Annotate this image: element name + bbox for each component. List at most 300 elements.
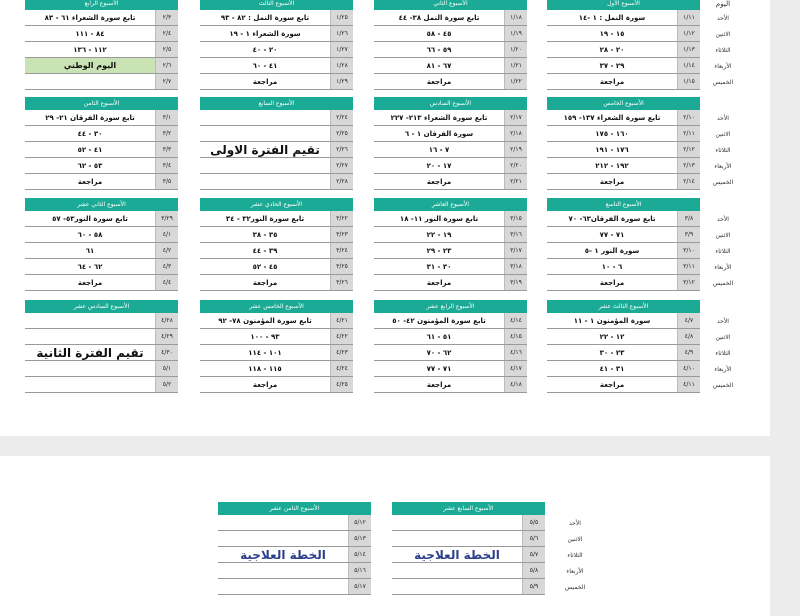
table-row — [547, 58, 700, 74]
date-cell: ٢/١٠ — [677, 110, 700, 125]
week-block — [25, 198, 178, 291]
day-label: الثلاثاء — [715, 146, 731, 154]
content-cell: ٤٥ - ٥٨ — [426, 29, 452, 38]
day-label: الاثنين — [567, 535, 583, 543]
week-header: الأسبوع الخامس — [547, 97, 700, 110]
day-label: الخميس — [712, 279, 734, 287]
schedule-page-2 — [0, 456, 770, 616]
table-row — [25, 158, 178, 174]
table-row — [374, 313, 527, 329]
date-cell: ٤/٢١ — [330, 313, 353, 328]
table-row — [374, 174, 527, 190]
day-label: الثلاثاء — [715, 247, 731, 255]
date-cell: ٤/١٦ — [504, 345, 527, 360]
table-row — [200, 361, 353, 377]
content-cell: مراجعة — [599, 278, 625, 287]
date-cell: ٣/٢٥ — [330, 259, 353, 274]
day-label: الاثنين — [715, 231, 731, 239]
table-row — [200, 377, 353, 393]
date-cell: ١/٢٥ — [330, 10, 353, 25]
date-cell: ٣/١٧ — [504, 243, 527, 258]
content-cell: ٥٨ - ٦٠ — [77, 230, 103, 239]
week-block — [25, 0, 178, 90]
table-row — [25, 126, 178, 142]
table-row — [374, 275, 527, 291]
date-cell: ٣/٢٦ — [330, 275, 353, 290]
date-cell: ٤/٢٩ — [155, 329, 178, 344]
date-cell: ١/٢٧ — [330, 42, 353, 57]
table-row — [200, 74, 353, 90]
content-cell: ٩٣ - ١٠٠ — [250, 332, 280, 341]
table-row — [547, 329, 700, 345]
week-block — [200, 300, 353, 393]
date-cell: ١/١٩ — [504, 26, 527, 41]
date-cell: ٣/٣ — [155, 142, 178, 157]
content-cell: ٣٠ - ٤٤ — [77, 129, 103, 138]
week-body — [25, 10, 178, 90]
date-cell: ٣/٩ — [677, 227, 700, 242]
content-cell: ٢٣ - ٢٩ — [426, 246, 452, 255]
content-cell: مراجعة — [426, 177, 452, 186]
week-block — [200, 0, 353, 90]
date-cell: ٢/٥ — [155, 42, 178, 57]
date-cell: ٣/١٩ — [504, 275, 527, 290]
day-label: الأربعاء — [566, 567, 584, 575]
table-row — [200, 211, 353, 227]
table-row — [25, 227, 178, 243]
date-cell: ٣/٨ — [677, 211, 700, 226]
day-label: الأحد — [717, 215, 729, 223]
content-cell: سورة النور ١ -٥ — [584, 246, 640, 255]
content-cell: ١٢ - ٢٢ — [599, 332, 625, 341]
content-cell: تابع سورة الشعراء ٦١ - ٨٣ — [44, 13, 136, 22]
week-header: الأسبوع الثاني — [374, 0, 527, 10]
table-row — [25, 211, 178, 227]
table-row — [547, 26, 700, 42]
content-cell: مراجعة — [599, 177, 625, 186]
table-row — [374, 345, 527, 361]
day-column — [555, 502, 595, 595]
content-cell: ٢٠ - ٤٠ — [252, 45, 278, 54]
table-row — [374, 58, 527, 74]
week-header: الأسبوع الثالث — [200, 0, 353, 10]
date-cell: ٥/٧ — [522, 547, 545, 562]
date-cell: ٢/٦ — [155, 58, 178, 73]
table-row — [547, 259, 700, 275]
table-row — [547, 74, 700, 90]
content-cell: ٤٥ - ٥٢ — [252, 262, 278, 271]
date-cell: ٥/١٢ — [348, 515, 371, 530]
day-header: اليوم — [715, 0, 731, 8]
content-cell: تابع سورة المؤمنون ٤٢- ٥٠ — [392, 316, 486, 325]
week-block — [200, 97, 353, 190]
content-cell: ٢٣ - ٣٠ — [599, 348, 625, 357]
content-cell: مراجعة — [252, 77, 278, 86]
content-cell: ١١٥ - ١١٨ — [248, 364, 282, 373]
table-row — [25, 74, 178, 90]
table-row — [25, 26, 178, 42]
week-header: الأسبوع الرابع عشر — [374, 300, 527, 313]
week-body — [374, 10, 527, 90]
content-cell: ١٩ - ٢٢ — [426, 230, 452, 239]
date-cell: ٢/١٣ — [677, 158, 700, 173]
week-block — [200, 198, 353, 291]
table-row — [25, 58, 178, 74]
week-body — [200, 10, 353, 90]
week-block — [374, 300, 527, 393]
table-row — [374, 211, 527, 227]
week-block — [25, 300, 178, 393]
table-row — [25, 243, 178, 259]
content-cell: ١٧٦ - ١٩١ — [595, 145, 629, 154]
date-cell: ٢/١٧ — [504, 110, 527, 125]
table-row — [547, 243, 700, 259]
date-cell: ٤/١٥ — [504, 329, 527, 344]
date-cell: ٥/٩ — [522, 579, 545, 594]
table-row — [374, 227, 527, 243]
date-cell: ٣/١٥ — [504, 211, 527, 226]
table-row — [25, 10, 178, 26]
date-cell: ١/١٢ — [677, 26, 700, 41]
content-cell: مراجعة — [77, 177, 103, 186]
content-cell: تابع سورة النور٣٢ - ٣٤ — [225, 214, 305, 223]
date-cell: ٥/١٣ — [348, 531, 371, 546]
date-cell: ٣/٢٢ — [330, 211, 353, 226]
content-cell: ٥٣ - ٦٢ — [77, 161, 103, 170]
content-cell: تابع سورة النمل : ٨٢ - ٩٣ — [220, 13, 310, 22]
content-cell: تابع سورة المؤمنون ٧٨- ٩٢ — [218, 316, 312, 325]
table-row — [547, 345, 700, 361]
content-cell: ٢٠ - ٢٨ — [599, 45, 625, 54]
content-cell: ٣١ - ٤١ — [599, 364, 625, 373]
date-cell: ٢/٣ — [155, 10, 178, 25]
day-column — [703, 0, 743, 90]
table-row — [374, 158, 527, 174]
date-cell: ٥/٨ — [522, 563, 545, 578]
date-cell: ٥/٢ — [155, 377, 178, 392]
table-row — [547, 313, 700, 329]
day-label: الأحد — [717, 317, 729, 325]
week-block — [374, 0, 527, 90]
day-label: الأربعاء — [714, 365, 732, 373]
content-cell: ٦٧ - ٨١ — [426, 61, 452, 70]
date-cell: ٣/٢٤ — [330, 243, 353, 258]
merged-cell: تقيم الفترة الاولى — [200, 110, 330, 190]
day-label: الاثنين — [715, 333, 731, 341]
week-block — [392, 502, 545, 595]
week-block — [547, 97, 700, 190]
table-row — [200, 227, 353, 243]
week-block — [218, 502, 371, 595]
table-row — [200, 58, 353, 74]
content-cell: تابع سورة الشعراء ٢١٣- ٢٢٧ — [390, 113, 488, 122]
content-cell: ٦٢ - ٧٠ — [426, 348, 452, 357]
date-cell: ٤/٢٥ — [330, 377, 353, 392]
week-header: الأسبوع الثالث عشر — [547, 300, 700, 313]
content-cell: مراجعة — [252, 380, 278, 389]
day-label: الأحد — [569, 519, 581, 527]
content-cell: ٣٠ - ٣١ — [426, 262, 452, 271]
day-column — [703, 198, 743, 291]
day-label: الثلاثاء — [715, 46, 731, 54]
table-row — [547, 126, 700, 142]
day-label: الثلاثاء — [715, 349, 731, 357]
table-row — [200, 345, 353, 361]
content-cell: تابع سورة النمل ٣٨- ٤٤ — [398, 13, 480, 22]
table-row — [25, 259, 178, 275]
week-body — [547, 10, 700, 90]
table-row — [200, 26, 353, 42]
table-row — [25, 142, 178, 158]
content-cell: ٦ - ١٠ — [601, 262, 623, 271]
date-cell: ٥/١٧ — [348, 579, 371, 594]
content-cell: مراجعة — [426, 77, 452, 86]
date-cell: ١/٢٢ — [504, 74, 527, 89]
week-block — [547, 300, 700, 393]
week-header: الأسبوع السادس عشر — [25, 300, 178, 313]
content-cell: مراجعة — [426, 278, 452, 287]
week-header: الأسبوع الثامن — [25, 97, 178, 110]
content-cell — [25, 74, 155, 89]
table-row — [25, 174, 178, 190]
content-cell: مراجعة — [77, 278, 103, 287]
date-cell: ٤/٤ — [155, 275, 178, 290]
date-cell: ١/١٨ — [504, 10, 527, 25]
date-cell: ٢/٢٠ — [504, 158, 527, 173]
date-cell: ٢/١٤ — [677, 174, 700, 189]
content-cell: مراجعة — [252, 278, 278, 287]
table-row — [547, 42, 700, 58]
content-cell: ١٦٠ - ١٧٥ — [595, 129, 629, 138]
day-label: الخميس — [564, 583, 586, 591]
week-body — [392, 515, 545, 595]
date-cell: ٤/٢٤ — [330, 361, 353, 376]
date-cell: ٢/٧ — [155, 74, 178, 89]
date-cell: ٣/٤ — [155, 158, 178, 173]
date-cell: ٣/١٨ — [504, 259, 527, 274]
date-cell: ٤/٣٠ — [155, 345, 178, 360]
date-cell: ١/١٤ — [677, 58, 700, 73]
content-cell: ٥١ - ٦١ — [426, 332, 452, 341]
date-cell: ١/١١ — [677, 10, 700, 25]
date-cell: ٤/٣ — [155, 259, 178, 274]
table-row — [200, 313, 353, 329]
table-row — [200, 42, 353, 58]
content-cell: ٦٢ - ٦٤ — [77, 262, 103, 271]
date-cell: ٥/٦ — [522, 531, 545, 546]
day-label: الأربعاء — [714, 263, 732, 271]
date-cell: ٣/٢٩ — [155, 211, 178, 226]
date-cell: ٤/١٧ — [504, 361, 527, 376]
week-header: الأسبوع الحادي عشر — [200, 198, 353, 211]
week-body — [374, 313, 527, 393]
date-cell: ٤/٢ — [155, 243, 178, 258]
content-cell: ٣٥ - ٣٨ — [252, 230, 278, 239]
table-row — [200, 243, 353, 259]
date-cell: ٤/٢٣ — [330, 345, 353, 360]
week-body — [374, 110, 527, 190]
date-cell: ٢/٢٥ — [330, 126, 353, 141]
content-cell: ١٠١ - ١١٤ — [248, 348, 282, 357]
date-cell: ٤/٩ — [677, 345, 700, 360]
date-cell: ٢/١٩ — [504, 142, 527, 157]
content-cell: ٤١ - ٦٠ — [252, 61, 278, 70]
date-cell: ٣/٢ — [155, 126, 178, 141]
date-cell: ٣/١٢ — [677, 275, 700, 290]
date-cell: ٤/٨ — [677, 329, 700, 344]
content-cell: ٣٩ - ٤٤ — [252, 246, 278, 255]
date-cell: ٢/١٨ — [504, 126, 527, 141]
content-cell: ٧١ - ٧٧ — [426, 364, 452, 373]
content-cell: مراجعة — [426, 380, 452, 389]
table-row — [547, 142, 700, 158]
table-row — [374, 42, 527, 58]
content-cell: ٢٩ - ٣٧ — [599, 61, 625, 70]
content-cell: ٧١ - ٧٧ — [599, 230, 625, 239]
date-cell: ١/١٥ — [677, 74, 700, 89]
date-cell: ١/١٣ — [677, 42, 700, 57]
week-body — [547, 313, 700, 393]
day-label: الخميس — [712, 381, 734, 389]
date-cell: ٤/١٤ — [504, 313, 527, 328]
date-cell: ١/٢٦ — [330, 26, 353, 41]
merged-cell: الخطة العلاجية — [218, 515, 348, 595]
date-cell: ٥/٥ — [522, 515, 545, 530]
content-cell: تابع سورة الفرقان ٢١- ٢٩ — [45, 113, 135, 122]
content-cell: سورة الفرقان ١ - ٦ — [404, 129, 474, 138]
table-row — [374, 361, 527, 377]
date-cell: ٥/١ — [155, 361, 178, 376]
week-body — [25, 110, 178, 190]
date-cell: ٢/٢٧ — [330, 158, 353, 173]
table-row — [547, 211, 700, 227]
week-block — [547, 198, 700, 291]
date-cell: ١/٢١ — [504, 58, 527, 73]
table-row — [374, 259, 527, 275]
table-row — [547, 227, 700, 243]
content-cell: ٥٩ - ٦٦ — [426, 45, 452, 54]
date-cell: ٤/١١ — [677, 377, 700, 392]
table-row — [547, 174, 700, 190]
day-label: الأربعاء — [714, 62, 732, 70]
week-header: الأسبوع التاسع — [547, 198, 700, 211]
date-cell: ٤/١ — [155, 227, 178, 242]
week-body — [547, 211, 700, 291]
content-cell: ٤١ - ٥٢ — [77, 145, 103, 154]
table-row — [374, 26, 527, 42]
content-cell: ٨٤ - ١١١ — [75, 29, 105, 38]
merged-cell: الخطة العلاجية — [392, 515, 522, 595]
week-header: الأسبوع الثامن عشر — [218, 502, 371, 515]
day-label: الاثنين — [715, 30, 731, 38]
content-cell: سورة النمل : ١ -١٤ — [578, 13, 646, 22]
table-row — [200, 10, 353, 26]
table-row — [547, 158, 700, 174]
date-cell: ٤/١٨ — [504, 377, 527, 392]
table-row — [374, 329, 527, 345]
date-cell: ٣/١٠ — [677, 243, 700, 258]
week-body — [218, 515, 371, 595]
week-body — [25, 313, 178, 393]
day-header — [703, 198, 743, 211]
date-cell: ٣/١ — [155, 110, 178, 125]
content-cell: سورة الشعراء ١ - ١٩ — [229, 29, 301, 38]
week-header: الأسبوع الرابع — [25, 0, 178, 10]
week-body — [25, 211, 178, 291]
content-cell: تابع سورة النور ١١- ١٨ — [399, 214, 479, 223]
table-row — [374, 142, 527, 158]
date-cell: ٢/٢٨ — [330, 174, 353, 189]
day-label: الثلاثاء — [567, 551, 583, 559]
content-cell: ١١٢ - ١٣٦ — [73, 45, 107, 54]
day-header — [555, 502, 595, 515]
date-cell: ١/٢٩ — [330, 74, 353, 89]
content-cell: سورة المؤمنون ١ - ١١ — [573, 316, 651, 325]
week-block — [374, 198, 527, 291]
table-row — [200, 275, 353, 291]
date-cell: ٣/١٦ — [504, 227, 527, 242]
date-cell: ٣/٥ — [155, 174, 178, 189]
table-row — [200, 329, 353, 345]
day-label: الخميس — [712, 78, 734, 86]
table-row — [547, 377, 700, 393]
date-cell: ٢/٢٦ — [330, 142, 353, 157]
day-column — [703, 97, 743, 190]
merged-cell: تقيم الفترة الثانية — [25, 313, 155, 393]
table-row — [25, 42, 178, 58]
date-cell: ٤/٢٢ — [330, 329, 353, 344]
week-body — [200, 110, 353, 190]
day-label: الأربعاء — [714, 162, 732, 170]
table-row — [374, 243, 527, 259]
day-label: الأحد — [717, 114, 729, 122]
content-cell: مراجعة — [599, 380, 625, 389]
table-row — [200, 259, 353, 275]
table-row — [547, 361, 700, 377]
day-label: الخميس — [712, 178, 734, 186]
week-header: الأسبوع العاشر — [374, 198, 527, 211]
day-column — [703, 300, 743, 393]
table-row — [374, 10, 527, 26]
week-header: الأسبوع الثاني عشر — [25, 198, 178, 211]
week-header: الأسبوع الخامس عشر — [200, 300, 353, 313]
date-cell: ٢/٢٤ — [330, 110, 353, 125]
day-label: الأحد — [717, 14, 729, 22]
content-cell: ١٥ - ١٩ — [599, 29, 625, 38]
week-header: الأسبوع السابع — [200, 97, 353, 110]
week-body — [200, 313, 353, 393]
date-cell: ٥/١٤ — [348, 547, 371, 562]
date-cell: ٢/١١ — [677, 126, 700, 141]
date-cell: ١/٢٠ — [504, 42, 527, 57]
table-row — [374, 74, 527, 90]
day-header — [703, 97, 743, 110]
table-row — [547, 10, 700, 26]
table-row — [547, 275, 700, 291]
table-row — [25, 275, 178, 291]
content-cell: تابع سورة النور٥٣- ٥٧ — [52, 214, 128, 223]
date-cell: ٥/١٦ — [348, 563, 371, 578]
date-cell: ٣/١١ — [677, 259, 700, 274]
date-cell: ٢/١٢ — [677, 142, 700, 157]
date-cell: ٤/٢٨ — [155, 313, 178, 328]
content-cell: تابع سورة الشعراء ١٣٧- ١٥٩ — [563, 113, 661, 122]
week-body — [374, 211, 527, 291]
content-cell: ١٩٢ - ٢١٢ — [595, 161, 629, 170]
date-cell: ٣/٢٣ — [330, 227, 353, 242]
content-cell: ٧ - ١٦ — [428, 145, 450, 154]
content-cell: مراجعة — [599, 77, 625, 86]
